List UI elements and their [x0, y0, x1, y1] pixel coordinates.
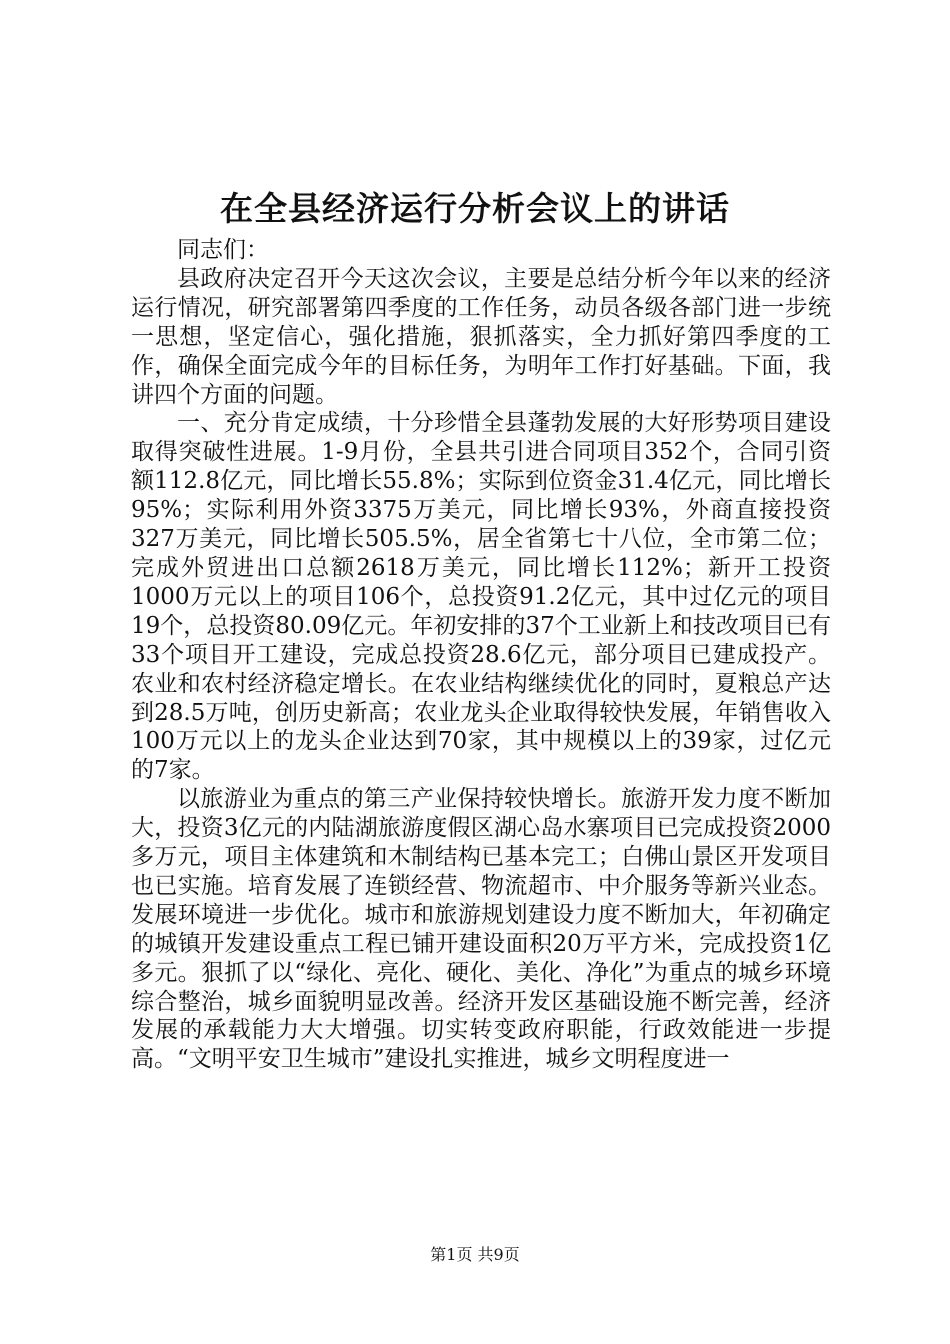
document-title: 在全县经济运行分析会议上的讲话 [220, 189, 730, 228]
achievements-paragraph: 一、充分肯定成绩，十分珍惜全县蓬勃发展的大好形势项目建设取得突破性进展。1-9月份，全县共引进合同项目352个，合同引资额112.8亿元，同比增长55.8%；实际到位资金31.4亿元，同比增长95%；实际利用外资3375万美元，同比增长93%，外商直接投资327万美元，同比增长505.5%，居全省第七十八位，全市第二位；完成外贸进出口总额2618万美元，同比增长112%；新开工投资1000万元以上的项目106个，总投资91.2亿元，其中过亿元的项目19个，总投资80.09亿元。年初安排的37个工业新上和技改项目已有33个项目开工建设，完成总投资28.6亿元，部分项目已建成投产。农业和农村经济稳定增长。在农业结构继续优化的同时，夏粮总产达到28.5万吨，创历史新高；农业龙头企业取得较快发展，年销售收入100万元以上的龙头企业达到70家，其中规模以上的39家，过亿元的7家。 [131, 410, 831, 784]
salutation-paragraph: 同志们： [177, 237, 269, 263]
tertiary-industry-paragraph: 以旅游业为重点的第三产业保持较快增长。旅游开发力度不断加大，投资3亿元的内陆湖旅游度假区湖心岛水寨项目已完成投资2000多万元，项目主体建筑和木制结构已基本完工；白佛山景区开发项目也已实施。培育发展了连锁经营、物流超市、中介服务等新兴业态。发展环境进一步优化。城市和旅游规划建设力度不断加大，年初确定的城镇开发建设重点工程已铺开建设面积20万平方米，完成投资1亿多元。狠抓了以“绿化、亮化、硬化、美化、净化”为重点的城乡环境综合整治，城乡面貌明显改善。经济开发区基础设施不断完善，经济发展的承载能力大大增强。切实转变政府职能，行政效能进一步提高。“文明平安卫生城市”建设扎实推进，城乡文明程度进一 [131, 786, 831, 1073]
intro-paragraph: 县政府决定召开今天这次会议，主要是总结分析今年以来的经济运行情况，研究部署第四季度的工作任务，动员各级各部门进一步统一思想，坚定信心，强化措施，狠抓落实，全力抓好第四季度的工作，确保全面完成今年的目标任务，为明年工作打好基础。下面，我讲四个方面的问题。 [131, 265, 831, 408]
page-number-footer: 第1页 共9页 [430, 1245, 520, 1264]
document-body [131, 236, 831, 1074]
